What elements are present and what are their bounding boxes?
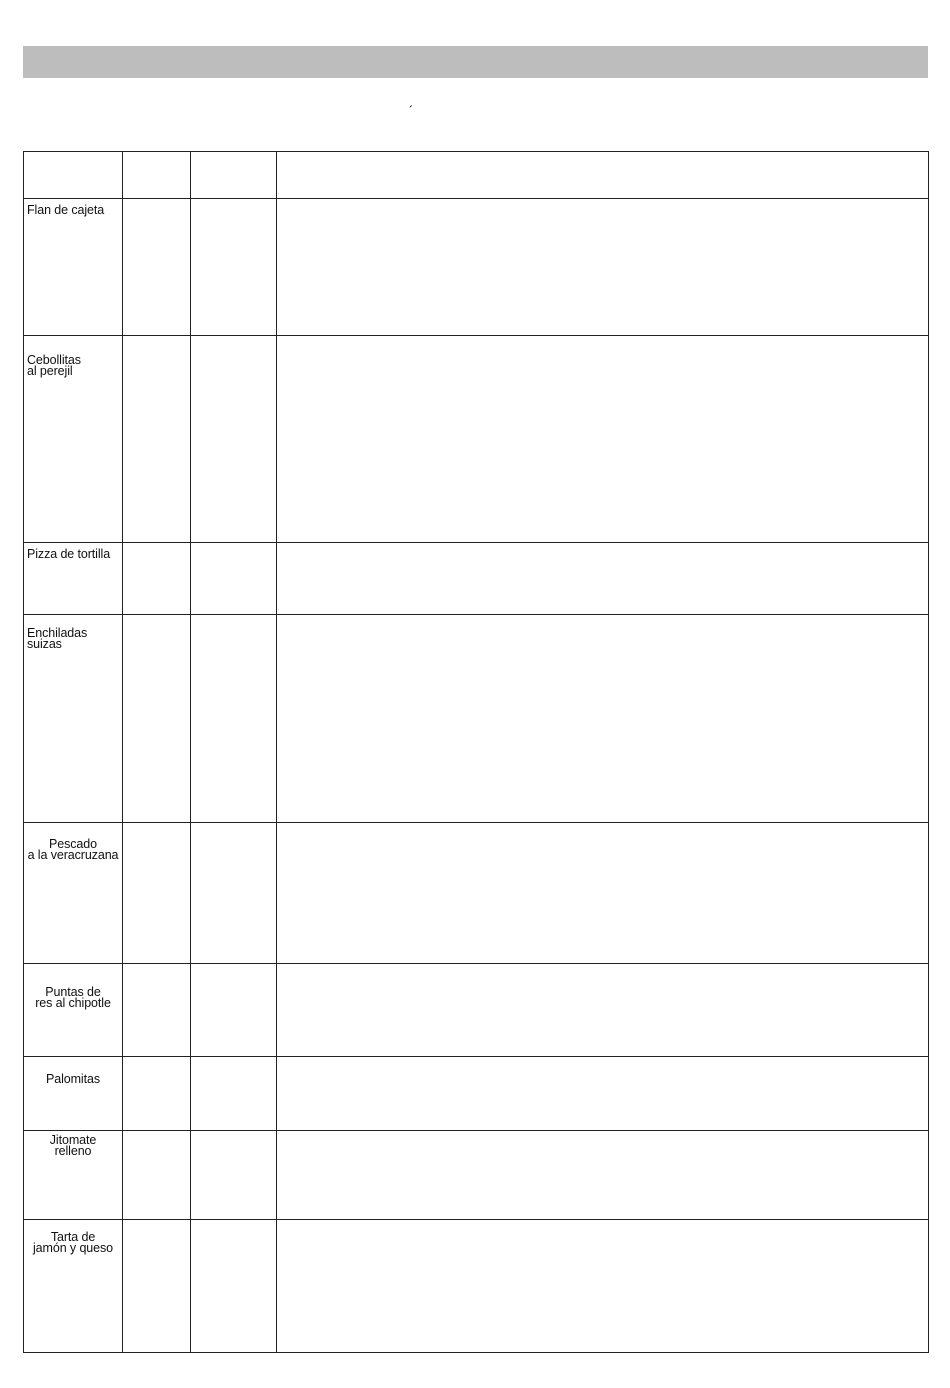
dish-name: Pizza de tortilla: [27, 547, 111, 561]
table-row: [24, 543, 929, 615]
header-cell-dish: [24, 152, 123, 199]
dish-name-cell: [24, 336, 123, 543]
table-cell: [277, 543, 929, 615]
dish-name-cell: [24, 543, 123, 615]
accent-mark: ´: [409, 103, 414, 118]
dish-name-cell: [24, 1131, 123, 1220]
dish-name: Enchiladas suizas: [27, 626, 88, 651]
table-header-row: [24, 152, 929, 199]
dish-name: Jitomate relleno: [49, 1133, 97, 1158]
dish-name: Palomitas: [46, 1072, 100, 1086]
table-cell: [277, 1220, 929, 1353]
table-cell: [191, 199, 277, 336]
table-row: [24, 964, 929, 1057]
dish-name-cell: [24, 964, 123, 1057]
dish-name: Cebollitas al perejil: [27, 353, 81, 378]
table-row: [24, 823, 929, 964]
table-cell: [191, 543, 277, 615]
table-cell: [191, 1131, 277, 1220]
table-row: [24, 1057, 929, 1131]
table-cell: [191, 823, 277, 964]
table-row: [24, 615, 929, 823]
table-cell: [191, 964, 277, 1057]
table-row: [24, 1220, 929, 1353]
table-cell: [277, 615, 929, 823]
header-cell-2: [123, 152, 191, 199]
table-cell: [123, 1131, 191, 1220]
table-cell: [277, 823, 929, 964]
recipe-table: [23, 151, 929, 1353]
table-cell: [123, 823, 191, 964]
table-cell: [277, 964, 929, 1057]
table-cell: [123, 615, 191, 823]
table-row: [24, 1131, 929, 1220]
dish-name-cell: [24, 615, 123, 823]
table-cell: [277, 336, 929, 543]
header-cell-3: [191, 152, 277, 199]
dish-name: Flan de cajeta: [27, 203, 105, 217]
table-cell: [123, 199, 191, 336]
table-cell: [123, 336, 191, 543]
table-cell: [277, 1057, 929, 1131]
table-cell: [123, 964, 191, 1057]
dish-name: Puntas de res al chipotle: [35, 985, 111, 1010]
table-cell: [191, 1220, 277, 1353]
table-cell: [191, 615, 277, 823]
header-cell-4: [277, 152, 929, 199]
table-row: [24, 336, 929, 543]
table-cell: [123, 543, 191, 615]
dish-name: Pescado a la veracruzana: [27, 837, 119, 862]
table-cell: [123, 1220, 191, 1353]
table-cell: [191, 336, 277, 543]
dish-name: Tarta de jamón y queso: [33, 1230, 113, 1255]
dish-name-cell: [24, 199, 123, 336]
dish-name-cell: [24, 1057, 123, 1131]
dish-name-cell: [24, 823, 123, 964]
table-cell: [123, 1057, 191, 1131]
section-header-bar: [23, 46, 928, 78]
dish-name-cell: [24, 1220, 123, 1353]
table-cell: [191, 1057, 277, 1131]
table-row: [24, 199, 929, 336]
table-cell: [277, 1131, 929, 1220]
table-cell: [277, 199, 929, 336]
